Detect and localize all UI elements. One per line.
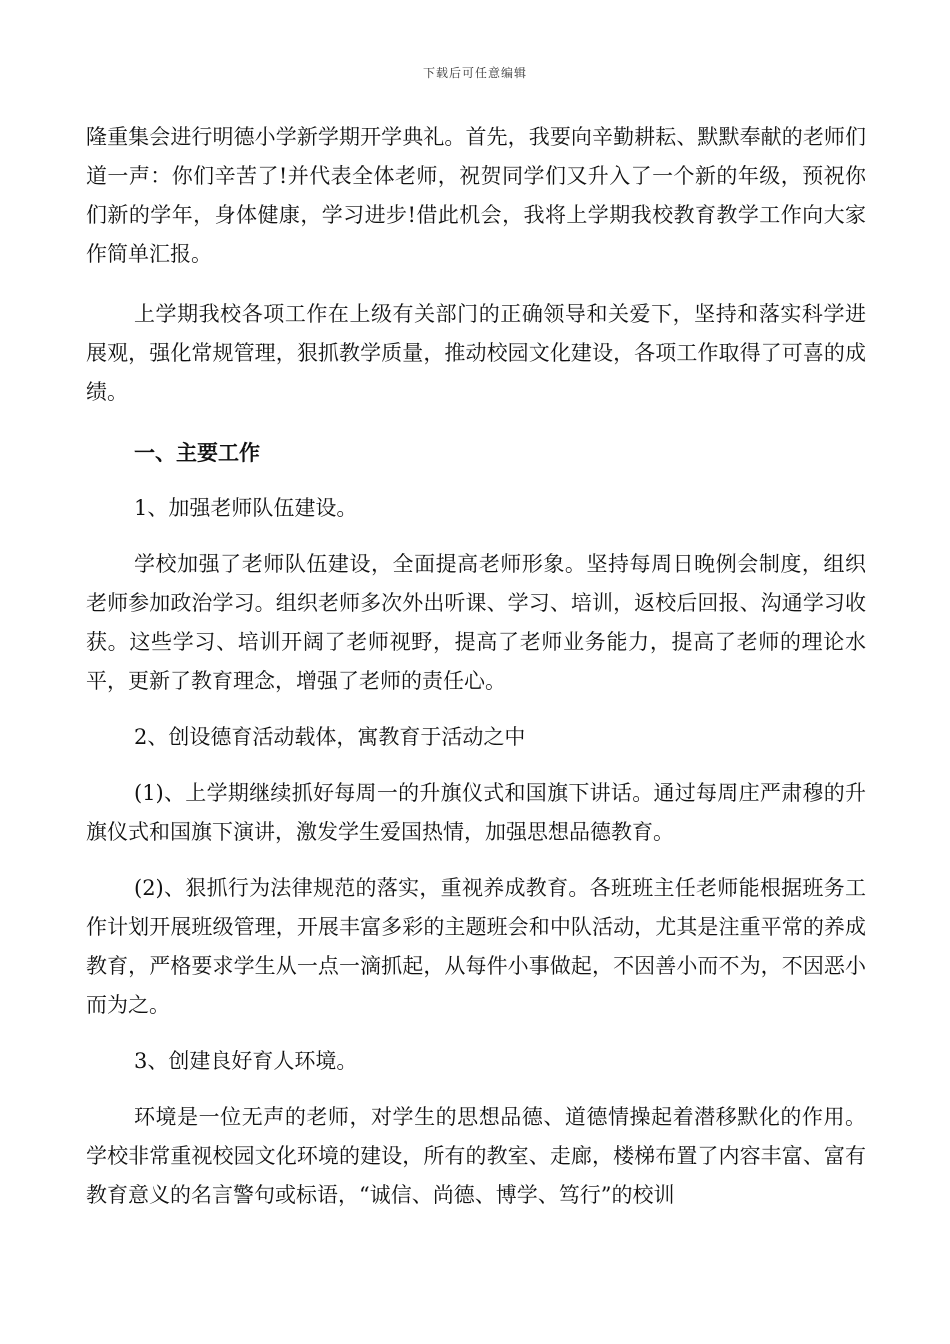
paragraph-gap [86,1025,866,1042]
header-note: 下载后可任意编辑 [422,66,527,80]
paragraph-opening: 隆重集会进行明德小学新学期开学典礼。首先，我要向辛勤耕耘、默默奉献的老师们道一声：你们辛苦了!并代表全体老师，祝贺同学们又升入了一个新的年级，预祝你们新的学年，身体健康，学习进步!借此机会，我将上学期我校教育教学工作向大家作简单汇报。 [86,125,866,266]
item-2-title: 2、创设德育活动载体，寓教育于活动之中 [134,725,526,749]
paragraph-gap [86,757,866,774]
item-3-body: 环境是一位无声的老师，对学生的思想品德、道德情操起着潜移默化的作用。学校非常重视校园文化环境的建设，所有的教室、走廊，楼梯布置了内容丰富、富有教育意义的名言警句或标语，“诚信、尚德、博学、笃行”的校训 [86,1105,866,1207]
paragraph-gap [86,412,866,433]
item-1-body: 学校加强了老师队伍建设，全面提高老师形象。坚持每周日晚例会制度，组织老师参加政治学习。组织老师多次外出听课、学习、培训，返校后回报、沟通学习收获。这些学习、培训开阔了老师视野，提高了老师业务能力，提高了老师的理论水平，更新了教育理念，增强了老师的责任心。 [86,552,866,693]
paragraph-gap [86,274,866,295]
paragraph-gap [86,701,866,718]
item-3-title: 3、创建良好育人环境。 [134,1049,358,1073]
paragraph-summary: 上学期我校各项工作在上级有关部门的正确领导和关爱下，坚持和落实科学进展观，强化常规管理，狠抓教学质量，推动校园文化建设，各项工作取得了可喜的成绩。 [86,302,866,404]
item-2-subitem-1: (1)、上学期继续抓好每周一的升旗仪式和国旗下讲话。通过每周庄严肃穆的升旗仪式和国旗下演讲，激发学生爱国热情，加强思想品德教育。 [86,781,866,844]
section-heading: 一、主要工作 [134,440,260,465]
paragraph-gap [86,1081,866,1098]
paragraph-gap [86,472,866,489]
item-2-subitem-2: (2)、狠抓行为法律规范的落实，重视养成教育。各班班主任老师能根据班务工作计划开展班级管理，开展丰富多彩的主题班会和中队活动，尤其是注重平常的养成教育，严格要求学生从一点一滴抓起，从每件小事做起，不因善小而不为，不因恶小而为之。 [86,876,866,1017]
paragraph-gap [86,852,866,869]
document-body [86,118,866,1215]
item-1-title: 1、加强老师队伍建设。 [134,496,358,520]
paragraph-gap [86,528,866,545]
